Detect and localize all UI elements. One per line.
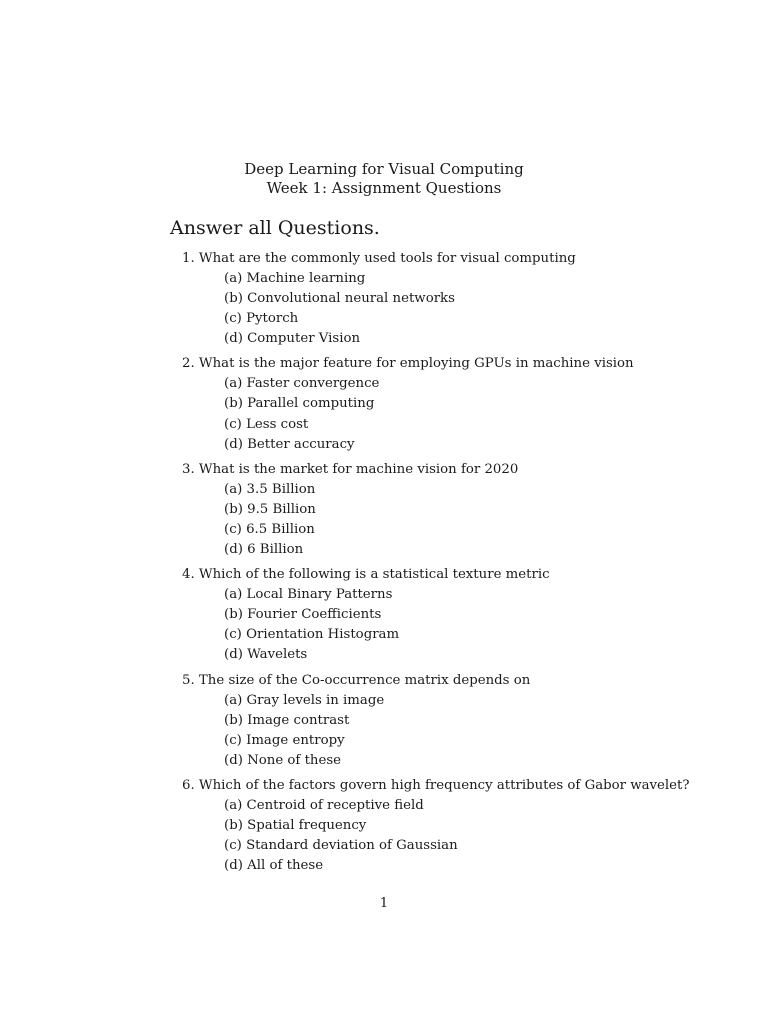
option-label: (a): [224, 797, 243, 813]
question-text: Which of the following is a statistical texture metric: [198, 567, 550, 583]
option-list: [182, 480, 742, 560]
question-item: [182, 354, 742, 454]
option-text: Centroid of receptive field: [246, 797, 424, 813]
page-number: 1: [379, 896, 389, 911]
option-item: [224, 836, 742, 856]
question-line: [182, 249, 742, 269]
question-line: [182, 776, 742, 796]
option-item: [224, 309, 742, 329]
option-item: [224, 374, 742, 394]
option-text: Convolutional neural networks: [247, 291, 455, 307]
option-label: (d): [224, 436, 243, 452]
option-text: 6.5 Billion: [246, 521, 315, 537]
option-label: (d): [224, 331, 243, 347]
option-item: [224, 480, 742, 500]
option-label: (a): [224, 587, 243, 603]
option-label: (d): [224, 542, 243, 558]
option-item: [224, 435, 742, 455]
question-line: [182, 671, 742, 691]
option-label: (a): [224, 376, 243, 392]
option-item: [224, 731, 742, 751]
option-item: [224, 415, 742, 435]
option-item: [224, 605, 742, 625]
option-text: 6 Billion: [247, 542, 304, 558]
option-item: [224, 751, 742, 771]
option-item: [224, 645, 742, 665]
option-label: (b): [224, 712, 243, 728]
option-list: [182, 585, 742, 665]
question-number: 4.: [182, 567, 195, 583]
option-label: (b): [224, 396, 243, 412]
option-list: [182, 374, 742, 454]
option-label: (a): [224, 481, 243, 497]
question-line: [182, 354, 742, 374]
option-text: Faster convergence: [246, 376, 380, 392]
question-line: [182, 565, 742, 585]
option-text: Spatial frequency: [247, 817, 367, 833]
option-text: Local Binary Patterns: [246, 587, 393, 603]
option-item: [224, 711, 742, 731]
question-item: [182, 249, 742, 349]
option-label: (c): [224, 732, 242, 748]
option-label: (c): [224, 627, 242, 643]
option-label: (c): [224, 521, 242, 537]
option-text: Orientation Histogram: [246, 627, 400, 643]
question-number: 3.: [182, 461, 195, 477]
option-text: Standard deviation of Gaussian: [246, 838, 458, 854]
option-label: (d): [224, 858, 243, 874]
question-number: 6.: [182, 777, 195, 793]
option-item: [224, 269, 742, 289]
option-label: (b): [224, 817, 243, 833]
option-text: 9.5 Billion: [247, 501, 316, 517]
assignment-title: Week 1: Assignment Questions: [266, 179, 502, 197]
option-list: [182, 269, 742, 349]
option-text: Parallel computing: [247, 396, 375, 412]
option-item: [224, 816, 742, 836]
question-number: 5.: [182, 672, 195, 688]
question-text: What are the commonly used tools for visual computing: [198, 251, 576, 266]
option-text: Image entropy: [246, 732, 345, 748]
question-item: [182, 460, 742, 560]
option-list: [182, 796, 742, 876]
option-text: Better accuracy: [247, 436, 355, 452]
question-text: What is the market for machine vision for 2020: [198, 461, 519, 477]
option-text: Pytorch: [246, 311, 299, 327]
option-label: (c): [224, 311, 242, 327]
option-item: [224, 856, 742, 876]
question-number: 2.: [182, 356, 195, 372]
option-item: [224, 289, 742, 309]
question-list: [182, 249, 742, 881]
option-label: (c): [224, 838, 242, 854]
option-text: All of these: [247, 858, 324, 874]
instructions-heading: Answer all Questions.: [170, 217, 380, 239]
option-item: [224, 625, 742, 645]
question-item: [182, 565, 742, 665]
option-label: (d): [224, 752, 243, 768]
option-label: (c): [224, 416, 242, 432]
option-text: Image contrast: [247, 712, 350, 728]
option-text: Machine learning: [246, 271, 366, 286]
option-text: Computer Vision: [247, 331, 361, 347]
question-item: [182, 776, 742, 876]
option-label: (a): [224, 692, 243, 708]
option-item: [224, 329, 742, 349]
option-label: (b): [224, 607, 243, 623]
option-label: (b): [224, 501, 243, 517]
option-item: [224, 500, 742, 520]
question-text: What is the major feature for employing GPUs in machine vision: [198, 356, 634, 372]
document-title: [0, 160, 768, 198]
question-line: [182, 460, 742, 480]
question-text: Which of the factors govern high frequency attributes of Gabor wavelet?: [198, 777, 690, 793]
option-text: None of these: [247, 752, 342, 768]
option-text: Fourier Coefficients: [247, 607, 382, 623]
option-item: [224, 691, 742, 711]
option-list: [182, 691, 742, 771]
option-item: [224, 394, 742, 414]
option-item: [224, 520, 742, 540]
option-label: (d): [224, 647, 243, 663]
question-number: 1.: [182, 251, 195, 266]
course-title: Deep Learning for Visual Computing: [244, 160, 524, 178]
option-item: [224, 540, 742, 560]
option-text: 3.5 Billion: [246, 481, 316, 497]
option-label: (a): [224, 271, 243, 286]
option-text: Wavelets: [247, 647, 308, 663]
option-item: [224, 585, 742, 605]
option-text: Gray levels in image: [246, 692, 385, 708]
option-item: [224, 796, 742, 816]
option-text: Less cost: [246, 416, 309, 432]
question-item: [182, 671, 742, 771]
question-text: The size of the Co-occurrence matrix depends on: [198, 672, 531, 688]
option-label: (b): [224, 291, 243, 307]
